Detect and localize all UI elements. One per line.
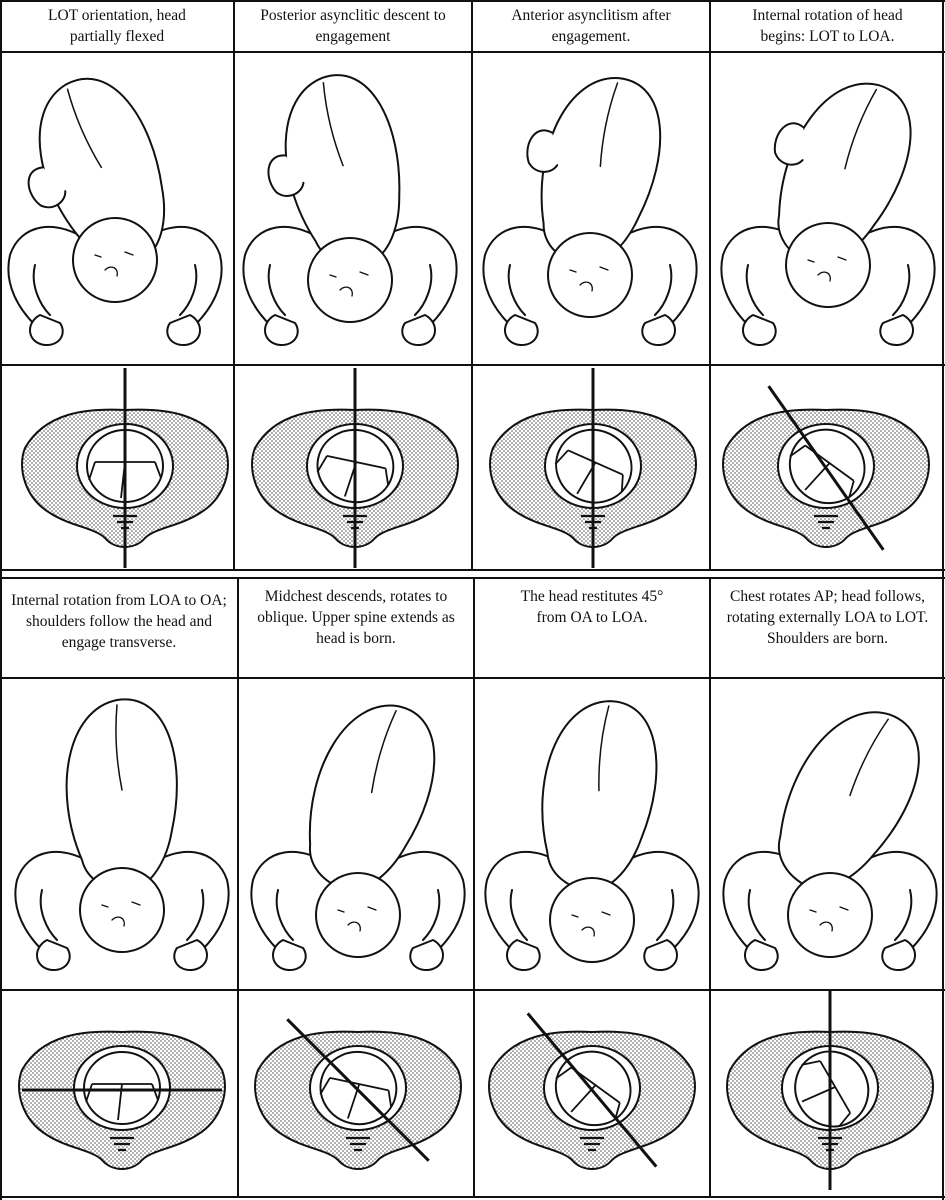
fetal-head (788, 873, 872, 957)
caption-text-8: Chest rotates AP; head follows, rotating externally LOA to LOT. Shoulders are born. (726, 588, 929, 647)
fetus-in-pelvis-top-view-icon (483, 59, 696, 345)
left-ischium (505, 315, 538, 345)
caption-panel-5 (0, 578, 238, 678)
right-ischium (642, 315, 675, 345)
pelvic-inlet-with-fetal-skull-icon (489, 1013, 695, 1169)
left-ischium (30, 315, 63, 345)
pelvic-inlet-with-fetal-skull-icon (252, 368, 458, 568)
fetal-head (308, 238, 392, 322)
fetal-head (548, 233, 632, 317)
caption-text-7: The head restitutes 45° from OA to LOA. (520, 588, 664, 626)
fetus-in-pelvis-top-view-icon (15, 699, 228, 970)
pelvic-inlet-with-fetal-skull-icon (727, 990, 933, 1190)
fetal-head (316, 873, 400, 957)
left-ischium (507, 940, 540, 970)
caption-panel-1 (0, 0, 234, 52)
right-ischium (174, 940, 207, 970)
caption-panel-2 (234, 0, 472, 52)
caption-panel-3 (472, 0, 710, 52)
right-ischium (402, 315, 435, 345)
fetal-head (550, 878, 634, 962)
fetus-in-pelvis-top-view-icon (251, 688, 464, 970)
pelvic-inlet-with-fetal-skull-icon (255, 1019, 461, 1169)
caption-panel-4 (710, 0, 945, 52)
left-ischium (273, 940, 306, 970)
right-ischium (644, 940, 677, 970)
left-ischium (265, 315, 298, 345)
caption-text-6: Midchest descends, rotates to oblique. Upper spine extends as head is born. (257, 588, 455, 647)
caption-text-3: Anterior asynclitism after engagement. (511, 7, 671, 45)
fetal-head (73, 218, 157, 302)
fetal-back (285, 688, 454, 905)
right-ischium (882, 940, 915, 970)
pelvic-inlet-with-fetal-skull-icon (723, 386, 929, 550)
fetus-in-pelvis-top-view-icon (723, 689, 942, 970)
left-ischium (745, 940, 778, 970)
pelvic-inlet-with-fetal-skull-icon (19, 1032, 225, 1169)
caption-panel-8 (710, 578, 945, 678)
fetus-in-pelvis-top-view-icon (0, 63, 222, 345)
fetus-in-pelvis-top-view-icon (243, 67, 456, 345)
caption-text-5: Internal rotation from LOA to OA; shoulders follow the head and engage transverse. (11, 592, 227, 651)
caption-text-1: LOT orientation, head partially flexed (48, 7, 186, 45)
pelvic-inlet-with-fetal-skull-icon (490, 368, 696, 568)
fetal-head (786, 223, 870, 307)
left-ischium (37, 940, 70, 970)
right-ischium (167, 315, 200, 345)
fetal-back (527, 692, 669, 899)
caption-text-4: Internal rotation of head begins: LOT to LOA. (752, 7, 903, 45)
fetal-back (67, 699, 177, 890)
right-ischium (880, 315, 913, 345)
fetal-head (80, 868, 164, 952)
caption-panel-6 (238, 578, 474, 678)
right-ischium (410, 940, 443, 970)
left-ischium (743, 315, 776, 345)
caption-panel-7 (474, 578, 710, 678)
caption-text-2: Posterior asynclitic descent to engagement (260, 7, 446, 45)
fetus-in-pelvis-top-view-icon (485, 692, 698, 970)
fetus-in-pelvis-top-view-icon (721, 55, 934, 345)
pelvic-inlet-with-fetal-skull-icon (22, 368, 228, 568)
